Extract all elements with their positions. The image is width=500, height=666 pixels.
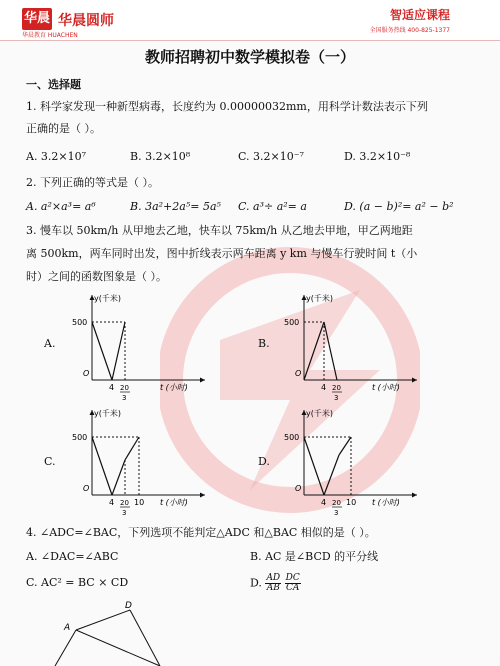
q4-d-den1: AB xyxy=(266,583,280,593)
graph-b-frac-num: 20 xyxy=(332,384,341,392)
exam-title: 教师招聘初中数学模拟卷（一） xyxy=(144,48,355,66)
graph-d-y-label: y(千米) xyxy=(306,409,333,418)
q3-graph-d-label: D. xyxy=(258,455,270,468)
q2-option-c: C. a³÷ a²= a xyxy=(238,200,307,213)
graph-d-x-label: t (小时) xyxy=(372,498,400,507)
brand-right-title: 智适应课程 xyxy=(389,8,450,22)
graph-d-origin: O xyxy=(295,484,302,493)
graph-c-x10: 10 xyxy=(134,498,145,507)
q4-option-d-prefix: D. xyxy=(250,576,262,590)
graph-a-frac-num: 20 xyxy=(120,384,129,392)
graph-c-x-label: t (小时) xyxy=(160,498,188,507)
q1-stem-line1: 1. 科学家发现一种新型病毒，长度约为 0.00000032mm，用科学计数法表示下列 xyxy=(26,100,428,113)
brand-right xyxy=(370,6,450,34)
q4-d-num2: DC xyxy=(285,573,300,583)
graph-d-frac-den: 3 xyxy=(334,509,339,517)
q1-stem-line2: 正确的是（ ）。 xyxy=(26,122,101,135)
q2-stem: 2. 下列正确的等式是（ ）。 xyxy=(26,176,159,189)
q1-option-b: B. 3.2×10⁸ xyxy=(130,150,191,163)
graph-b-x-label: t (小时) xyxy=(372,383,400,392)
q3-graph-b xyxy=(272,290,422,400)
graph-a-y500: 500 xyxy=(72,318,88,327)
q2-option-d: D. (a − b)²= a² − b² xyxy=(344,200,454,213)
q3-graph-a xyxy=(60,290,210,400)
q4-figure-label-d: D xyxy=(125,601,132,611)
graph-c-origin: O xyxy=(83,484,90,493)
q4-d-den2: CA xyxy=(286,583,300,593)
q3-stem-line3: 时）之间的函数图象是（ ）。 xyxy=(26,270,167,283)
brand-right-hotline: 全国服务热线 400-825-1377 xyxy=(369,27,450,34)
graph-a-y-label: y(千米) xyxy=(94,294,121,303)
q3-graph-d xyxy=(272,405,422,517)
graph-c-frac-num: 20 xyxy=(120,499,129,507)
graph-b-x4: 4 xyxy=(321,383,327,392)
graph-a-frac-den: 3 xyxy=(122,394,127,400)
graph-b-origin: O xyxy=(295,369,302,378)
graph-d-x10: 10 xyxy=(346,498,357,507)
q4-stem: 4. ∠ADC=∠BAC，下列选项不能判定△ADC 和△BAC 相似的是（ ）。 xyxy=(26,526,376,539)
section-heading: 一、选择题 xyxy=(26,78,81,91)
q4-option-b: B. AC 是∠BCD 的平分线 xyxy=(250,550,379,563)
q4-option-c: C. AC² = BC × CD xyxy=(26,576,129,589)
graph-d-frac-num: 20 xyxy=(332,499,341,507)
graph-d-y500: 500 xyxy=(284,433,300,442)
graph-c-y500: 500 xyxy=(72,433,88,442)
q3-stem-line1: 3. 慢车以 50km/h 从甲地去乙地，快车以 75km/h 从乙地去甲地，甲乙两地距 xyxy=(26,224,413,237)
q3-stem-line2: 离 500km，两车同时出发，图中折线表示两车距离 y km 与慢车行驶时间 t（小 xyxy=(26,247,418,260)
brand-logo: 华晨 xyxy=(22,8,52,30)
graph-b-y-label: y(千米) xyxy=(306,294,333,303)
q1-option-d: D. 3.2×10⁻⁸ xyxy=(344,150,411,163)
q3-graph-b-label: B. xyxy=(258,337,270,350)
graph-a-x4: 4 xyxy=(109,383,115,392)
q3-graph-c xyxy=(60,405,210,517)
q3-graph-c-label: C. xyxy=(44,455,56,468)
graph-c-frac-den: 3 xyxy=(122,509,127,517)
q4-option-d-frac1 xyxy=(265,574,281,593)
q2-option-a: A. a²×a³= a⁶ xyxy=(26,200,96,213)
q1-option-c: C. 3.2×10⁻⁷ xyxy=(238,150,304,163)
q3-graph-a-label: A. xyxy=(44,337,56,350)
q1-option-a: A. 3.2×10⁷ xyxy=(26,150,87,163)
graph-c-y-label: y(千米) xyxy=(94,409,121,418)
q4-option-a: A. ∠DAC=∠ABC xyxy=(26,550,119,563)
q4-option-d-frac2 xyxy=(285,574,301,593)
page-header xyxy=(0,0,500,41)
brand-name: 华晨圆师 xyxy=(58,13,114,29)
q4-option-d xyxy=(250,574,301,593)
graph-c-x4: 4 xyxy=(109,498,115,507)
q4-figure-label-a: A xyxy=(64,623,71,633)
graph-a-origin: O xyxy=(83,369,90,378)
graph-b-frac-den: 3 xyxy=(334,394,339,400)
q4-figure xyxy=(50,600,200,666)
graph-a-x-label: t (小时) xyxy=(160,383,188,392)
graph-b-y500: 500 xyxy=(284,318,300,327)
graph-d-x4: 4 xyxy=(321,498,327,507)
q2-option-b: B. 3a²+2a⁵= 5a⁵ xyxy=(130,200,221,213)
q4-d-num1: AD xyxy=(266,573,281,583)
brand-logo-subtitle: 华晨教育 HUACHEN xyxy=(22,32,78,39)
